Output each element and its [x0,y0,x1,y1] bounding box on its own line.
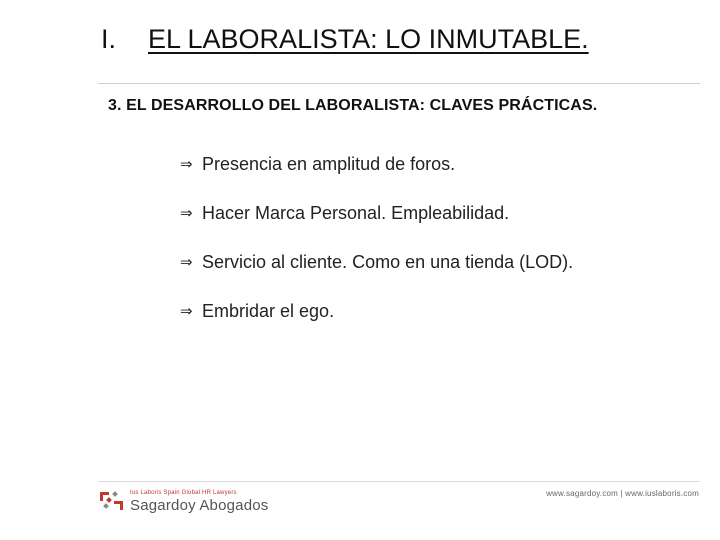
bullet-text: Embridar el ego. [202,300,335,321]
firm-name: Sagardoy Abogados [130,497,269,514]
firm-tagline: Ius Laboris Spain Global HR Lawyers [130,490,237,496]
sagardoy-logo-icon [98,489,126,513]
footer-websites: www.sagardoy.com | www.iuslaboris.com [546,489,699,498]
bullet-item [180,299,573,323]
implies-arrow-icon: ⇒ [180,302,193,320]
title-number: I. [101,24,117,54]
bullet-item [180,152,573,176]
bullet-item [180,250,573,274]
bullet-text: Presencia en amplitud de foros. [202,153,456,174]
implies-arrow-icon: ⇒ [180,155,193,173]
footer-logo [98,489,269,514]
bullet-text: Hacer Marca Personal. Empleabilidad. [202,202,510,223]
bullet-list [180,152,573,348]
implies-arrow-icon: ⇒ [180,253,193,271]
slide-title [101,24,589,55]
footer-divider [98,481,700,482]
section-subtitle: 3. EL DESARROLLO DEL LABORALISTA: CLAVES PRÁCTICAS. [108,97,598,114]
implies-arrow-icon: ⇒ [180,204,193,222]
bullet-item [180,201,573,225]
title-text: EL LABORALISTA: LO INMUTABLE. [148,24,589,54]
bullet-text: Servicio al cliente. Como en una tienda (LOD). [202,251,574,272]
top-divider [98,83,700,84]
